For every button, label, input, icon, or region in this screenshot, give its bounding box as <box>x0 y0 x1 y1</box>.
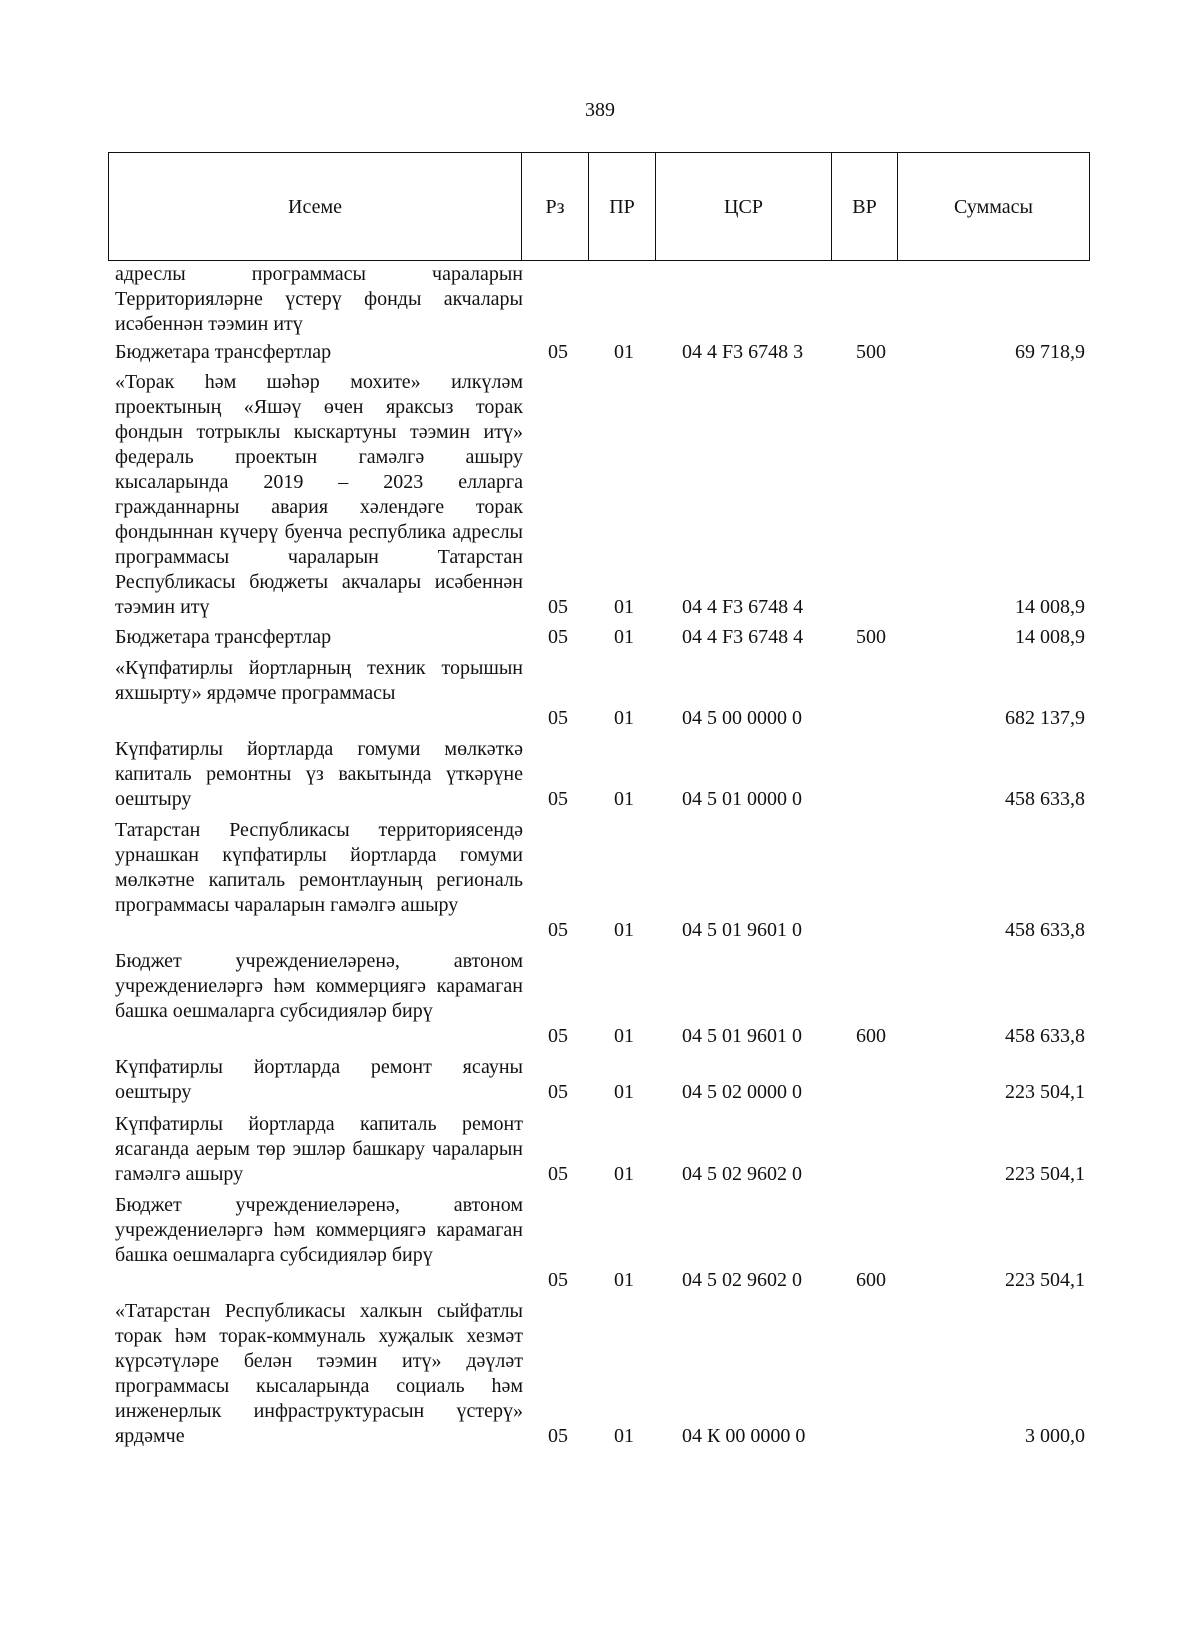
row-rz: 05 <box>548 1269 568 1291</box>
row-rz: 05 <box>548 919 568 941</box>
header-vr: ВР <box>831 153 897 260</box>
row-rz: 05 <box>548 626 568 648</box>
row-pr: 01 <box>614 596 634 618</box>
row-name: «Торак һәм шәһәр мохите» илкүләм проектының «Яшәү өчен яраксыз торак фондын тотрыклы кыскартуны тәэмин итү» федераль проектын гамәлгә ашыру кысаларында 2019 – 2023 елларга гражданнарны авария хәлендәге торак фондыннан күчерү буенча республика адреслы программасы чараларын Татарстан Республикасы бюджеты акчалары исәбеннән тәэмин итү <box>115 371 523 618</box>
row-name: Күпфатирлы йортларда капиталь ремонт ясаганда аерым төр эшләр башкару чараларын гамәлгә ашыру <box>115 1113 523 1185</box>
row-pr: 01 <box>614 1425 634 1447</box>
row-rz: 05 <box>548 1163 568 1185</box>
header-sum: Суммасы <box>897 153 1089 260</box>
row-pr: 01 <box>614 1163 634 1185</box>
row-name: Бюджетара трансфертлар <box>115 341 332 363</box>
header-name: Исеме <box>288 195 342 218</box>
row-name: адреслы программасы чараларын Территорияләрне үстерү фонды акчалары исәбеннән тәэмин итү <box>115 263 523 335</box>
row-pr: 01 <box>614 919 634 941</box>
header-rz: Рз <box>521 153 588 260</box>
row-vr: 600 <box>856 1269 886 1291</box>
row-sum: 3 000,0 <box>1025 1425 1085 1447</box>
row-csr: 04 5 00 0000 0 <box>682 707 802 729</box>
row-rz: 05 <box>548 596 568 618</box>
row-pr: 01 <box>614 707 634 729</box>
row-sum: 458 633,8 <box>1005 788 1085 810</box>
row-sum: 69 718,9 <box>1015 341 1085 363</box>
row-name: Күпфатирлы йортларда ремонт ясауны оештыру <box>115 1056 523 1103</box>
row-name: «Күпфатирлы йортларның техник торышын яхшырту» ярдәмче программасы <box>115 657 523 704</box>
row-pr: 01 <box>614 626 634 648</box>
row-csr: 04 К 00 0000 0 <box>682 1425 806 1447</box>
row-sum: 458 633,8 <box>1005 919 1085 941</box>
row-rz: 05 <box>548 707 568 729</box>
page-number: 389 <box>585 99 615 121</box>
row-csr: 04 5 02 0000 0 <box>682 1081 802 1103</box>
row-sum: 458 633,8 <box>1005 1025 1085 1047</box>
row-csr: 04 5 01 0000 0 <box>682 788 802 810</box>
row-vr: 500 <box>856 626 886 648</box>
row-vr: 600 <box>856 1025 886 1047</box>
row-rz: 05 <box>548 1425 568 1447</box>
row-name: «Татарстан Республикасы халкын сыйфатлы торак һәм торак-коммуналь хуҗалык хезмәт күрсәтүләре белән тәэмин итү» дәүләт программасы кысаларында социаль һәм инженерлык инфраструктурасын үстерү» ярдәмче <box>115 1300 523 1447</box>
row-pr: 01 <box>614 341 634 363</box>
table-header <box>108 152 1090 261</box>
row-name: Күпфатирлы йортларда гомуми мөлкәткә капиталь ремонтны үз вакытында үткәрүне оештыру <box>115 738 523 810</box>
header-pr: ПР <box>588 153 655 260</box>
row-sum: 682 137,9 <box>1005 707 1085 729</box>
row-name: Татарстан Республикасы территориясендә урнашкан күпфатирлы йортларда гомуми мөлкәтне капиталь ремонтлауның региональ программасы чараларын гамәлгә ашыру <box>115 819 523 916</box>
row-pr: 01 <box>614 788 634 810</box>
row-pr: 01 <box>614 1269 634 1291</box>
row-csr: 04 4 F3 6748 4 <box>682 626 804 648</box>
row-csr: 04 5 02 9602 0 <box>682 1163 802 1185</box>
row-name: Бюджет учреждениеләренә, автоном учреждениеләргә һәм коммерциягә карамаган башка оешмаларга субсидияләр бирү <box>115 1194 523 1266</box>
row-sum: 14 008,9 <box>1015 626 1085 648</box>
row-name: Бюджет учреждениеләренә, автоном учреждениеләргә һәм коммерциягә карамаган башка оешмаларга субсидияләр бирү <box>115 950 523 1022</box>
row-csr: 04 5 01 9601 0 <box>682 1025 802 1047</box>
row-vr: 500 <box>856 341 886 363</box>
row-rz: 05 <box>548 1081 568 1103</box>
row-csr: 04 5 01 9601 0 <box>682 919 802 941</box>
row-sum: 223 504,1 <box>1005 1269 1085 1291</box>
row-rz: 05 <box>548 341 568 363</box>
header-csr: ЦСР <box>655 153 831 260</box>
row-name: Бюджетара трансфертлар <box>115 626 332 648</box>
row-rz: 05 <box>548 788 568 810</box>
row-sum: 223 504,1 <box>1005 1163 1085 1185</box>
row-pr: 01 <box>614 1025 634 1047</box>
row-rz: 05 <box>548 1025 568 1047</box>
row-csr: 04 5 02 9602 0 <box>682 1269 802 1291</box>
row-pr: 01 <box>614 1081 634 1103</box>
row-csr: 04 4 F3 6748 4 <box>682 596 804 618</box>
row-csr: 04 4 F3 6748 3 <box>682 341 804 363</box>
row-sum: 14 008,9 <box>1015 596 1085 618</box>
row-sum: 223 504,1 <box>1005 1081 1085 1103</box>
